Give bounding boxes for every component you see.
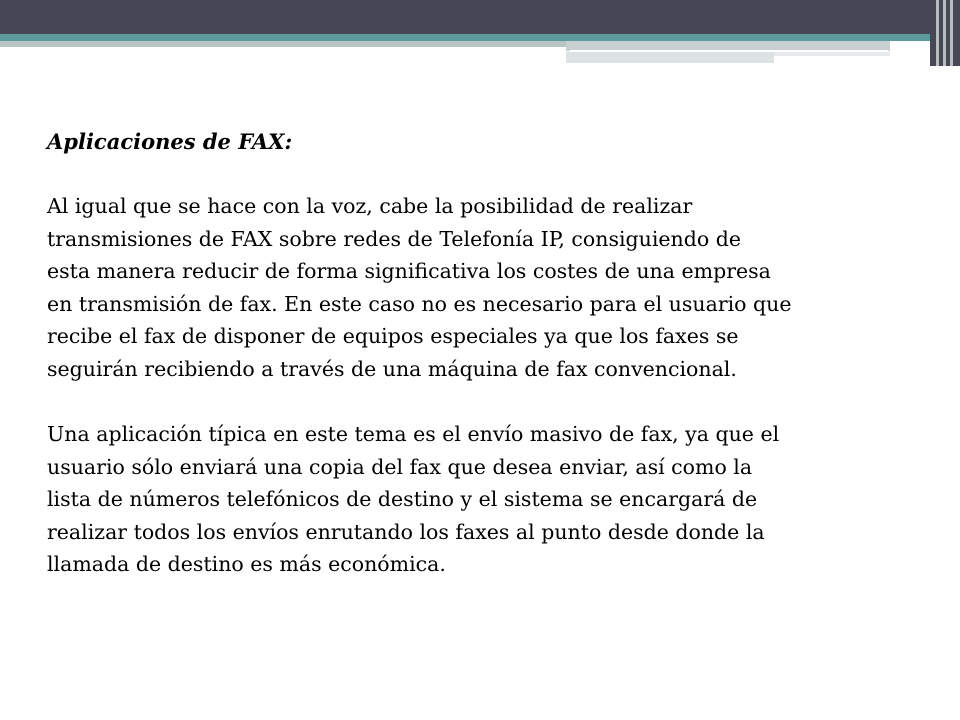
accent-stripe (0, 34, 960, 41)
paragraph-line: Al igual que se hace con la voz, cabe la posibilidad de realizar (47, 194, 693, 218)
decorative-vline (936, 0, 939, 66)
header-bar (0, 0, 960, 34)
decorative-vertical-lines (930, 0, 960, 66)
paragraph-line: recibe el fax de disponer de equipos especiales ya que los faxes se (47, 324, 739, 348)
decorative-band (0, 41, 566, 47)
slide-heading: Aplicaciones de FAX: (47, 129, 293, 154)
slide-content (47, 126, 927, 614)
paragraph-line: llamada de destino es más económica. (47, 552, 446, 576)
paragraph-line: en transmisión de fax. En este caso no es necesario para el usuario que (47, 291, 792, 316)
decorative-band-lower-thin (774, 52, 890, 56)
decorative-band-lower (566, 52, 774, 63)
paragraph-line: transmisiones de FAX sobre redes de Telefonía IP, consiguiendo de (47, 226, 741, 251)
paragraph-line: esta manera reducir de forma significativa los costes de una empresa (47, 259, 771, 283)
paragraph-line: seguirán recibiendo a través de una máquina de fax convencional. (47, 356, 737, 381)
paragraph-2 (47, 418, 927, 581)
decorative-vline (943, 0, 946, 66)
paragraph-line: Una aplicación típica en este tema es el envío masivo de fax, ya que el (47, 422, 780, 446)
decorative-vline (950, 0, 953, 66)
paragraph-line: lista de números telefónicos de destino y el sistema se encargará de (47, 487, 758, 511)
paragraph-line: usuario sólo enviará una copia del fax que desea enviar, así como la (47, 454, 753, 479)
paragraph-line: realizar todos los envíos enrutando los faxes al punto desde donde la (47, 519, 765, 544)
paragraph-1 (47, 190, 927, 385)
